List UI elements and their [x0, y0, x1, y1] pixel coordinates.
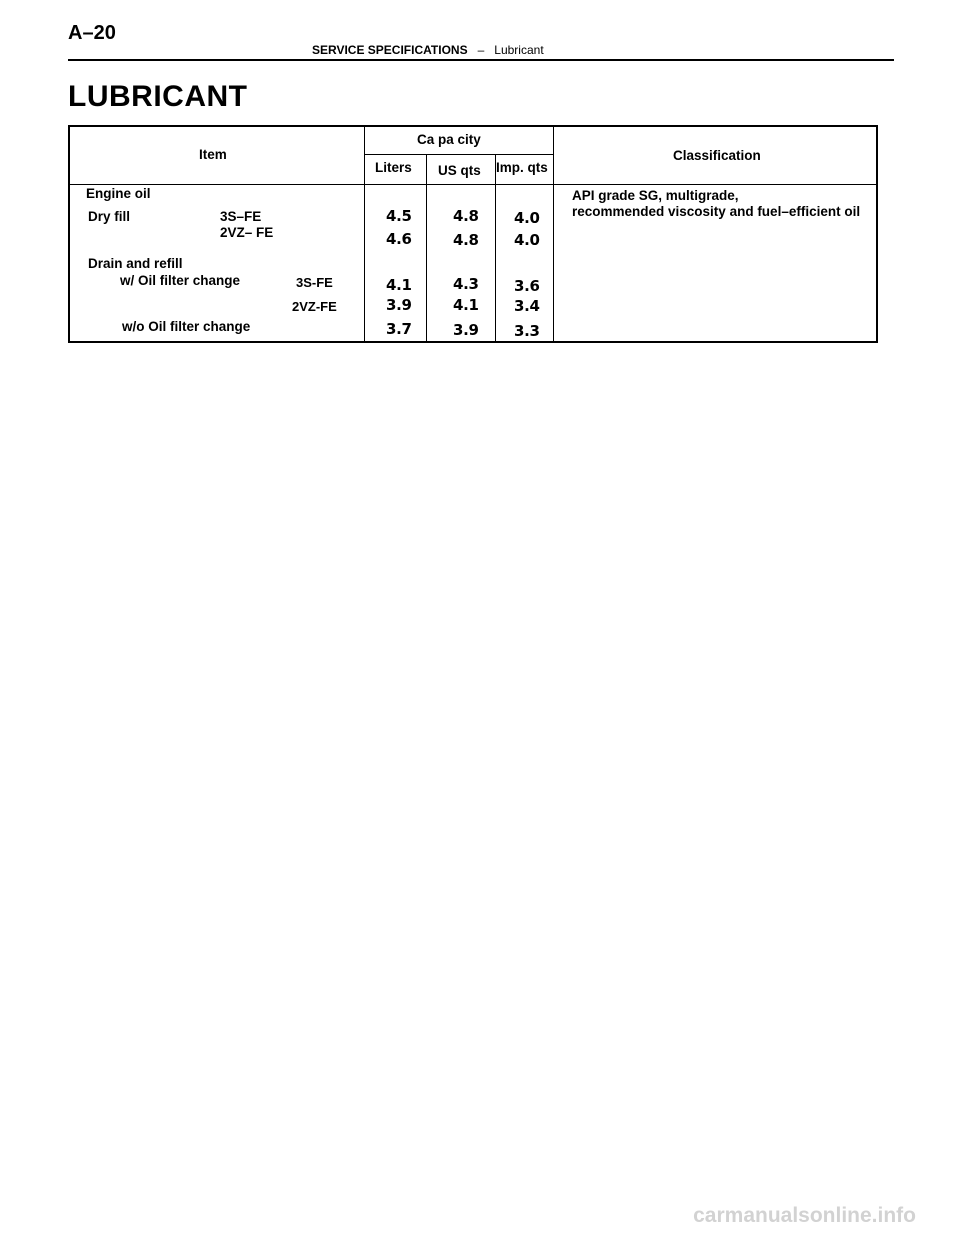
- running-head-separator: –: [477, 43, 485, 57]
- header-us-qts: US qts: [438, 163, 481, 178]
- header-rule: [68, 59, 894, 61]
- item-dry-fill: Dry fill: [88, 209, 131, 224]
- item-dry-fill-engine: 3S–FE: [220, 209, 262, 224]
- classification-text: API grade SG, multigrade,: [572, 188, 739, 203]
- item-without-filter: w/o Oil filter change: [122, 319, 251, 334]
- value-liters: 3.7: [386, 320, 412, 338]
- page-number: A–20: [68, 22, 116, 44]
- lubricant-table: [68, 125, 878, 343]
- value-liters: 4.5: [386, 207, 412, 225]
- page-title: LUBRICANT: [68, 80, 248, 113]
- running-head: [312, 43, 544, 57]
- rule-header-bottom: [70, 184, 876, 185]
- item-with-filter: w/ Oil filter change: [120, 273, 241, 288]
- item-dry-fill-engine: 2VZ– FE: [220, 225, 274, 240]
- value-us-qts: 4.8: [453, 207, 479, 225]
- item-drain-engine: 3S-FE: [296, 275, 333, 290]
- item-drain-refill: Drain and refill: [88, 256, 183, 271]
- value-liters: 3.9: [386, 296, 412, 314]
- value-imp-qts: 3.6: [514, 277, 540, 295]
- value-us-qts: 4.3: [453, 275, 479, 293]
- running-head-topic: Lubricant: [494, 43, 544, 57]
- item-drain-engine: 2VZ-FE: [292, 299, 337, 314]
- value-us-qts: 4.1: [453, 296, 479, 314]
- value-imp-qts: 4.0: [514, 231, 540, 249]
- classification-text: recommended viscosity and fuel–efficient oil: [572, 204, 861, 219]
- header-imp-qts: Imp. qts: [496, 160, 548, 175]
- rule-capacity-classification: [553, 127, 554, 341]
- rule-capacity-subheader: [364, 154, 553, 155]
- watermark: carmanualsonline.info: [693, 1204, 916, 1227]
- header-item: Item: [199, 147, 227, 162]
- value-liters: 4.6: [386, 230, 412, 248]
- value-imp-qts: 3.4: [514, 297, 540, 315]
- rule-usqts-impqts: [495, 154, 496, 341]
- rule-liters-usqts: [426, 154, 427, 341]
- value-imp-qts: 4.0: [514, 209, 540, 227]
- item-engine-oil: Engine oil: [86, 186, 151, 201]
- running-head-section: SERVICE SPECIFICATIONS: [312, 43, 468, 57]
- header-liters: Liters: [375, 160, 412, 175]
- header-capacity: Ca pa city: [417, 132, 481, 147]
- value-us-qts: 4.8: [453, 231, 479, 249]
- value-imp-qts: 3.3: [514, 322, 540, 340]
- rule-item-capacity: [364, 127, 365, 341]
- header-classification: Classification: [673, 148, 761, 163]
- value-us-qts: 3.9: [453, 321, 479, 339]
- value-liters: 4.1: [386, 276, 412, 294]
